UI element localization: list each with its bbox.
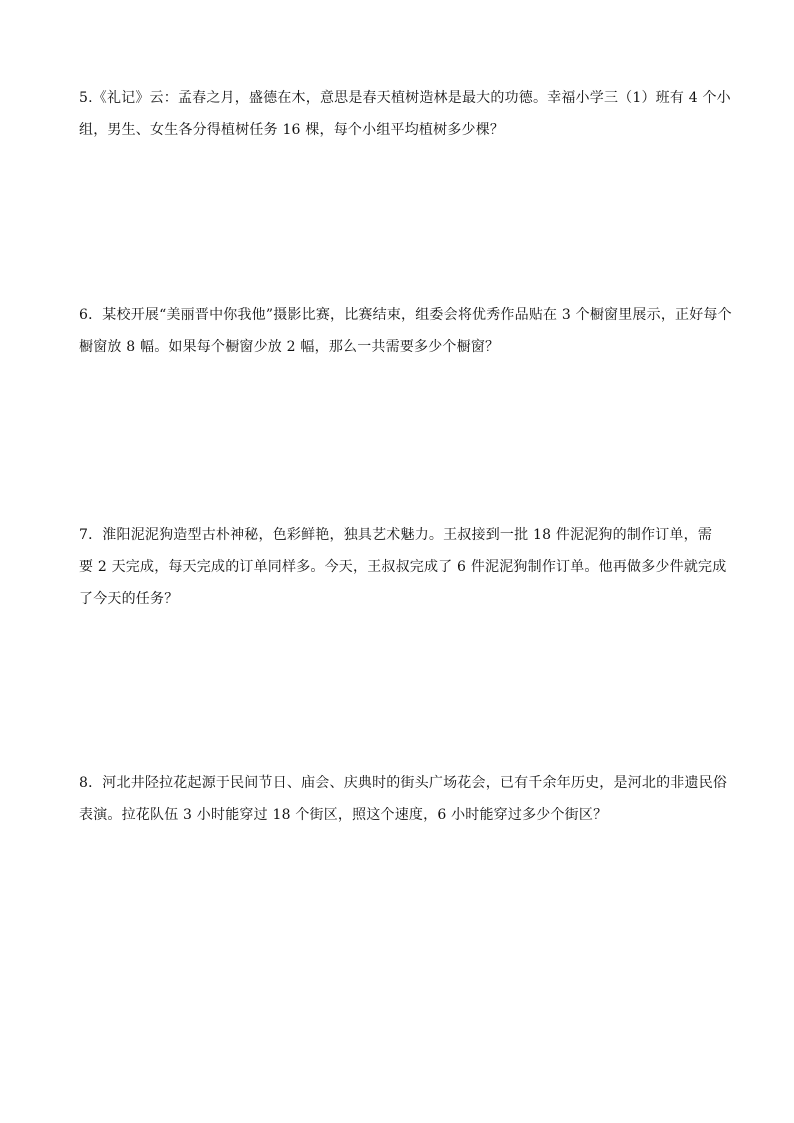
question-6-line-1: 6．某校开展“美丽晋中你我他”摄影比赛，比赛结束，组委会将优秀作品贴在 3 个橱窗里展示，正好每个: [79, 307, 732, 323]
question-6-line-2: 橱窗放 8 幅。如果每个橱窗少放 2 幅，那么一共需要多少个橱窗？: [79, 339, 500, 355]
question-5-line-1: 5.《礼记》云：孟春之月，盛德在木，意思是春天植树造林是最大的功德。幸福小学三（1）班有 4 个小: [79, 90, 731, 106]
question-6: [79, 299, 732, 363]
question-7-line-2: 要 2 天完成，每天完成的订单同样多。今天，王叔叔完成了 6 件泥泥狗制作订单。他再做多少件就完成: [79, 559, 727, 575]
question-8-line-2: 表演。拉花队伍 3 小时能穿过 18 个街区，照这个速度，6 小时能穿过多少个街区？: [79, 807, 608, 823]
question-7: [79, 519, 727, 615]
question-8-line-1: 8．河北井陉拉花起源于民间节日、庙会、庆典时的街头广场花会，已有千余年历史，是河北的非遗民俗: [79, 775, 728, 791]
question-5-line-2: 组，男生、女生各分得植树任务 16 棵，每个小组平均植树多少棵？: [79, 122, 505, 138]
question-7-line-1: 7．淮阳泥泥狗造型古朴神秘，色彩鲜艳，独具艺术魅力。王叔接到一批 18 件泥泥狗的制作订单，需: [79, 527, 713, 543]
question-5: [79, 82, 731, 146]
question-7-line-3: 了今天的任务？: [79, 591, 179, 607]
question-8: [79, 767, 728, 831]
